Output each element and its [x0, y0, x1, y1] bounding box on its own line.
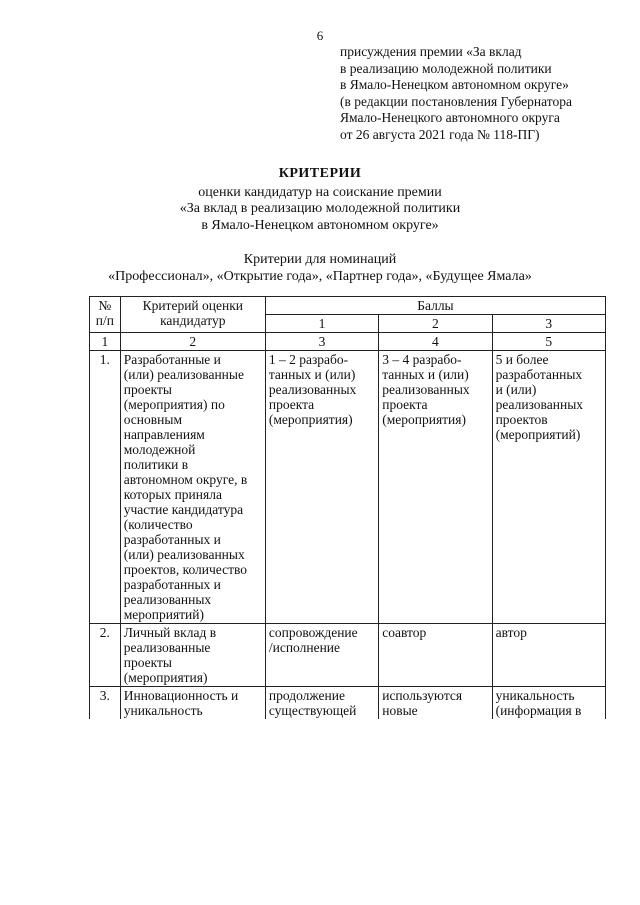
row-criterion: Разработанные и (или) реализованные проекты (мероприятия) по основным направлениям молодежной политики в автономном округе, в которых приняла участие кандидатура (количество разработанных и (или) реализованных проектов, количество разработанных и реализованных мероприятий)	[120, 351, 265, 624]
table-caption-line: Критерии для номинаций	[243, 252, 397, 267]
row-criterion: Инновационность и уникальность	[120, 687, 265, 720]
row-point-2: соавтор	[379, 624, 492, 687]
column-number: 2	[120, 333, 265, 351]
row-num: 1.	[90, 351, 121, 624]
table-row	[90, 687, 606, 720]
document-title-block	[0, 166, 640, 234]
header-criterion: Критерий оценки кандидатур	[120, 297, 265, 333]
header-point-3: 3	[492, 315, 605, 333]
approval-note-line: в Ямало-Ненецком автономном округе»	[340, 77, 569, 92]
column-number: 1	[90, 333, 121, 351]
row-point-2: используются новые	[379, 687, 492, 720]
header-point-2: 2	[379, 315, 492, 333]
table-row	[90, 624, 606, 687]
header-num: № п/п	[90, 297, 121, 333]
row-num: 3.	[90, 687, 121, 720]
approval-note-line: присуждения премии «За вклад	[340, 44, 522, 59]
approval-note-line: в реализацию молодежной политики	[340, 60, 552, 76]
column-number: 3	[265, 333, 378, 351]
approval-note-line: Ямало-Ненецкого автономного округа	[340, 110, 560, 125]
document-subtitle-line: «За вклад в реализацию молодежной политики	[179, 201, 461, 216]
row-point-3: автор	[492, 624, 605, 687]
table-row	[90, 351, 606, 624]
row-criterion: Личный вклад в реализованные проекты (мероприятия)	[120, 624, 265, 687]
row-point-2: 3 – 4 разрабо- танных и (или) реализованных проекта (мероприятия)	[379, 351, 492, 624]
header-point-1: 1	[265, 315, 378, 333]
column-number: 5	[492, 333, 605, 351]
table-header-row	[90, 297, 606, 315]
header-points: Баллы	[265, 297, 605, 315]
table-caption-line: «Профессионал», «Открытие года», «Партнер года», «Будущее Ямала»	[108, 268, 532, 284]
document-subtitle-line: оценки кандидатур на соискание премии	[198, 184, 442, 200]
approval-note-line: (в редакции постановления Губернатора	[340, 93, 572, 109]
row-point-3: уникальность (информация в	[492, 687, 605, 720]
page-number: 6	[316, 28, 324, 43]
criteria-table	[89, 296, 606, 719]
row-num: 2.	[90, 624, 121, 687]
document-subtitle-line: в Ямало-Ненецком автономном округе»	[201, 217, 439, 233]
row-point-1: сопровождение /исполнение	[265, 624, 378, 687]
row-point-1: 1 – 2 разрабо- танных и (или) реализованных проекта (мероприятия)	[265, 351, 378, 624]
column-number-row	[90, 333, 606, 351]
approval-note-line: от 26 августа 2021 года № 118-ПГ)	[340, 126, 540, 142]
column-number: 4	[379, 333, 492, 351]
row-point-3: 5 и более разработанных и (или) реализованных проектов (мероприятий)	[492, 351, 605, 624]
table-caption	[0, 252, 640, 285]
approval-note	[340, 44, 630, 143]
row-point-1: продолжение существующей	[265, 687, 378, 720]
document-title: КРИТЕРИИ	[278, 166, 362, 181]
